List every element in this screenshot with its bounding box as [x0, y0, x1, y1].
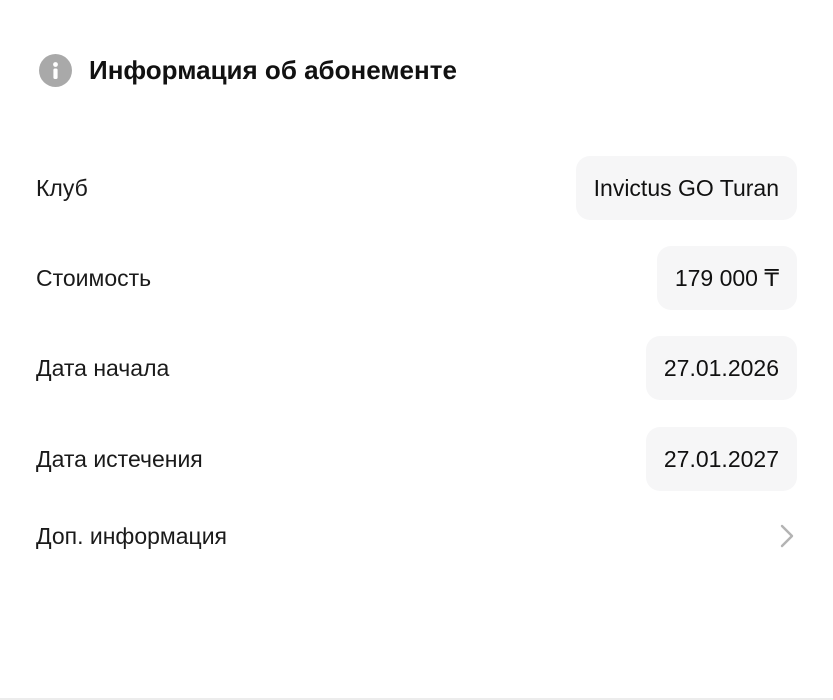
expiry-date-value: 27.01.2027: [646, 427, 797, 491]
chevron-right-icon: [777, 521, 797, 551]
start-date-row: [36, 336, 797, 400]
club-row: [36, 156, 797, 220]
info-icon: [39, 54, 72, 87]
price-value: 179 000 ₸: [657, 246, 797, 310]
additional-info-label: Доп. информация: [36, 522, 227, 549]
club-value: Invictus GO Turan: [576, 156, 797, 220]
section-header: [39, 53, 457, 87]
section-title: Информация об абонементе: [89, 54, 457, 85]
price-row: [36, 246, 797, 310]
start-date-value: 27.01.2026: [646, 336, 797, 400]
price-label: Стоимость: [36, 264, 152, 291]
additional-info-link[interactable]: [36, 515, 797, 557]
start-date-label: Дата начала: [36, 354, 170, 381]
expiry-date-label: Дата истечения: [36, 445, 203, 472]
expiry-date-row: [36, 427, 797, 491]
club-label: Клуб: [36, 174, 88, 201]
